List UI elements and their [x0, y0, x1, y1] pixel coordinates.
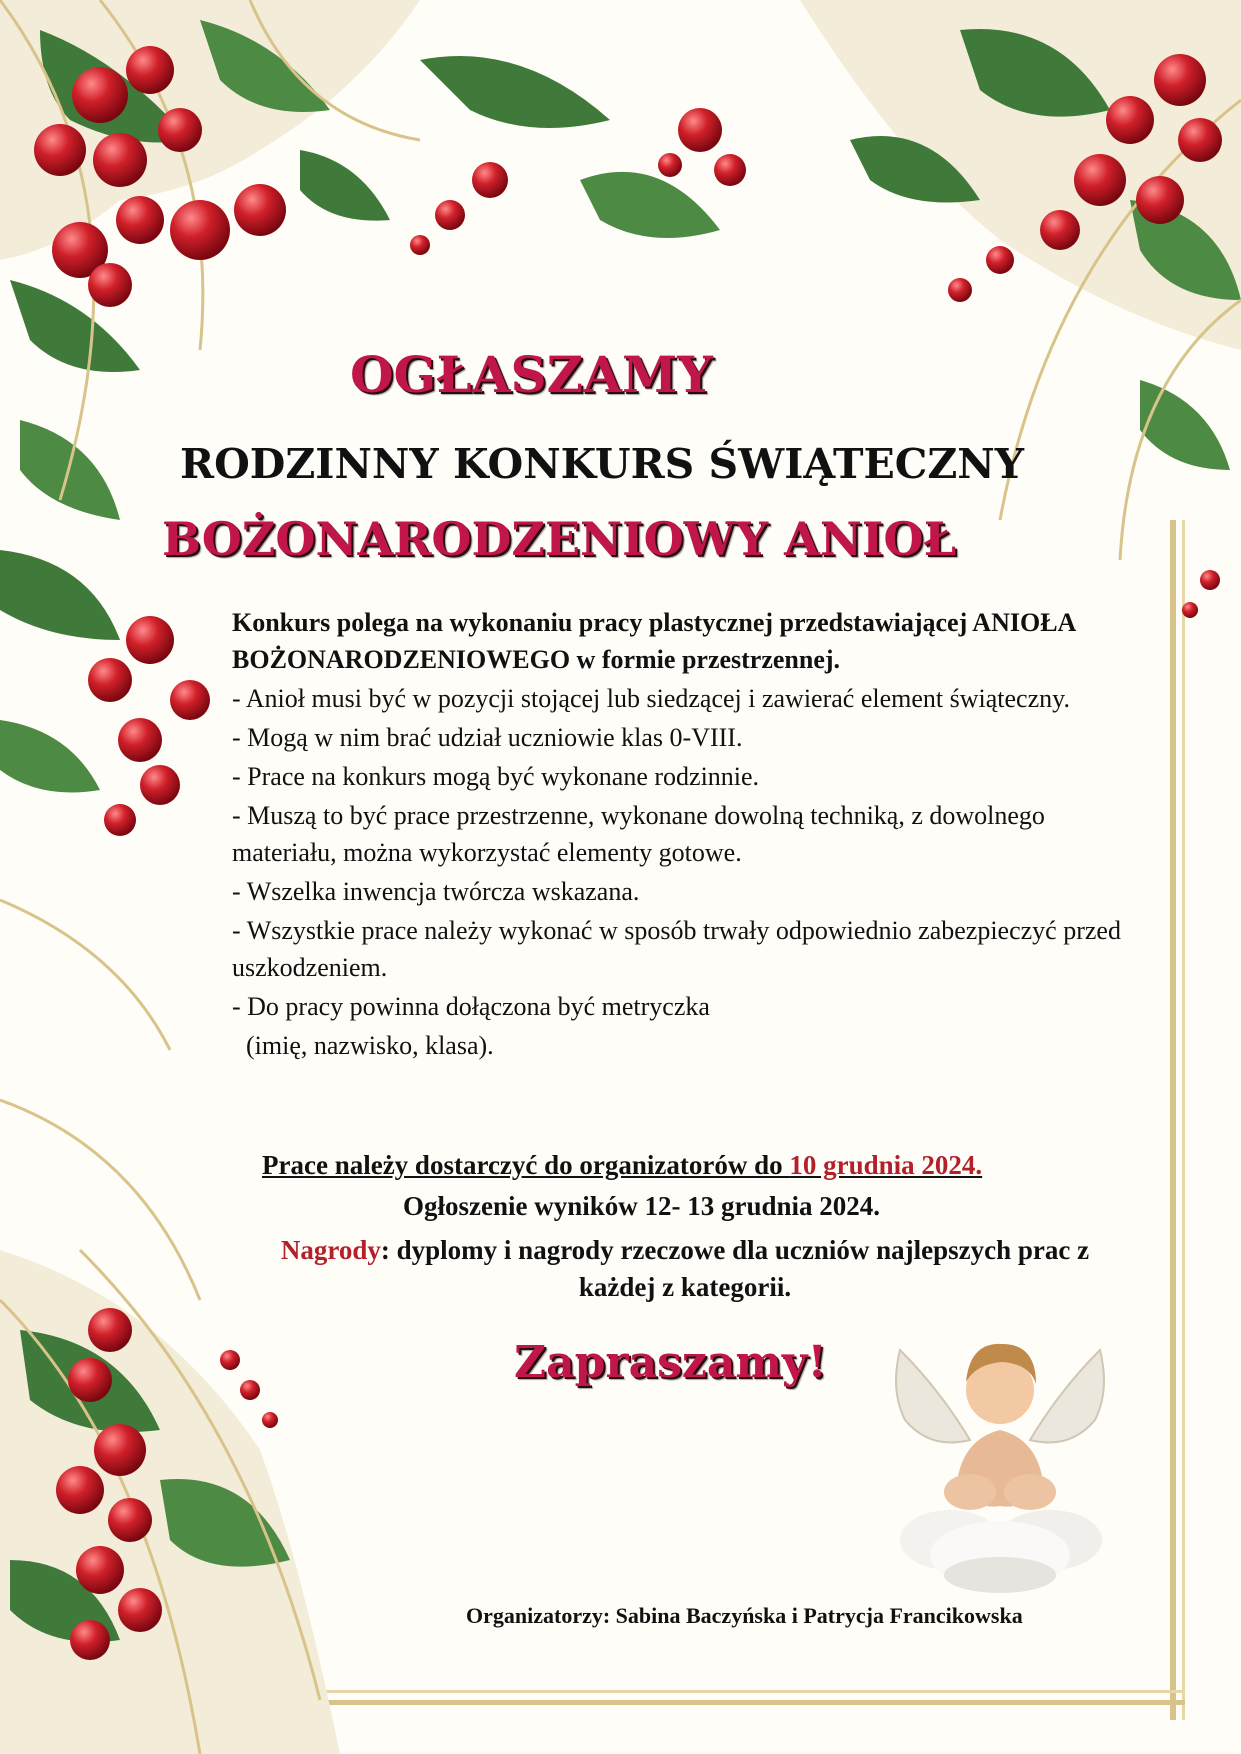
results-announcement: Ogłoszenie wyników 12- 13 grudnia 2024. — [403, 1191, 881, 1221]
organizers: Organizatorzy: Sabina Baczyńska i Patrycja Francikowska — [466, 1603, 1023, 1628]
prizes-text: : dyplomy i nagrody rzeczowe dla uczniów najlepszych prac z każdej z kategorii. — [380, 1235, 1090, 1302]
rules-intro: Konkurs polega na wykonaniu pracy plastycznej przedstawiającej ANIOŁA BOŻONARODZENIOWEGO w formie przestrzennej. — [232, 608, 1075, 674]
holly-corner-bottom-left — [0, 1250, 340, 1754]
contest-subtitle: RODZINNY KONKURS ŚWIĄTECZNY — [180, 440, 1025, 488]
rule-item: - Wszelka inwencja twórcza wskazana. — [232, 877, 640, 906]
contest-rules — [232, 604, 1132, 1064]
gold-frame-right — [1170, 520, 1176, 1720]
rule-item: - Mogą w nim brać udział uczniowie klas 0-VIII. — [232, 723, 743, 752]
gold-frame-bottom-inner — [300, 1690, 1185, 1693]
deadline-text: Prace należy dostarczyć do organizatorów do — [262, 1150, 790, 1180]
rule-item: - Prace na konkurs mogą być wykonane rodzinnie. — [232, 762, 760, 791]
rule-item: - Muszą to być prace przestrzenne, wykonane dowolną techniką, z dowolnego materiału, można wykorzystać elementy gotowe. — [232, 801, 1045, 867]
announce-heading: OGŁASZAMY — [350, 345, 713, 404]
prizes-info — [250, 1232, 1120, 1306]
holly-left-side — [0, 550, 210, 1300]
invitation: Zapraszamy! — [514, 1337, 827, 1388]
gold-frame-bottom — [300, 1700, 1185, 1705]
rule-item: - Do pracy powinna dołączona być metryczka — [232, 992, 710, 1021]
angel-illustration — [880, 1320, 1120, 1600]
rule-item: - Wszystkie prace należy wykonać w sposób trwały odpowiednio zabezpieczyć przed uszkodzeniem. — [232, 916, 1121, 982]
submission-deadline — [262, 1150, 982, 1181]
gold-frame-right-inner — [1182, 520, 1185, 1720]
prizes-label: Nagrody — [280, 1235, 381, 1265]
contest-title: BOŻONARODZENIOWY ANIOŁ — [162, 512, 957, 566]
deadline-date: 10 grudnia 2024. — [789, 1150, 983, 1180]
rule-item: - Anioł musi być w pozycji stojącej lub siedzącej i zawierać element świąteczny. — [232, 684, 1070, 713]
berry-cluster-top-middle — [410, 56, 746, 255]
rule-item: (imię, nazwisko, klasa). — [246, 1031, 494, 1060]
